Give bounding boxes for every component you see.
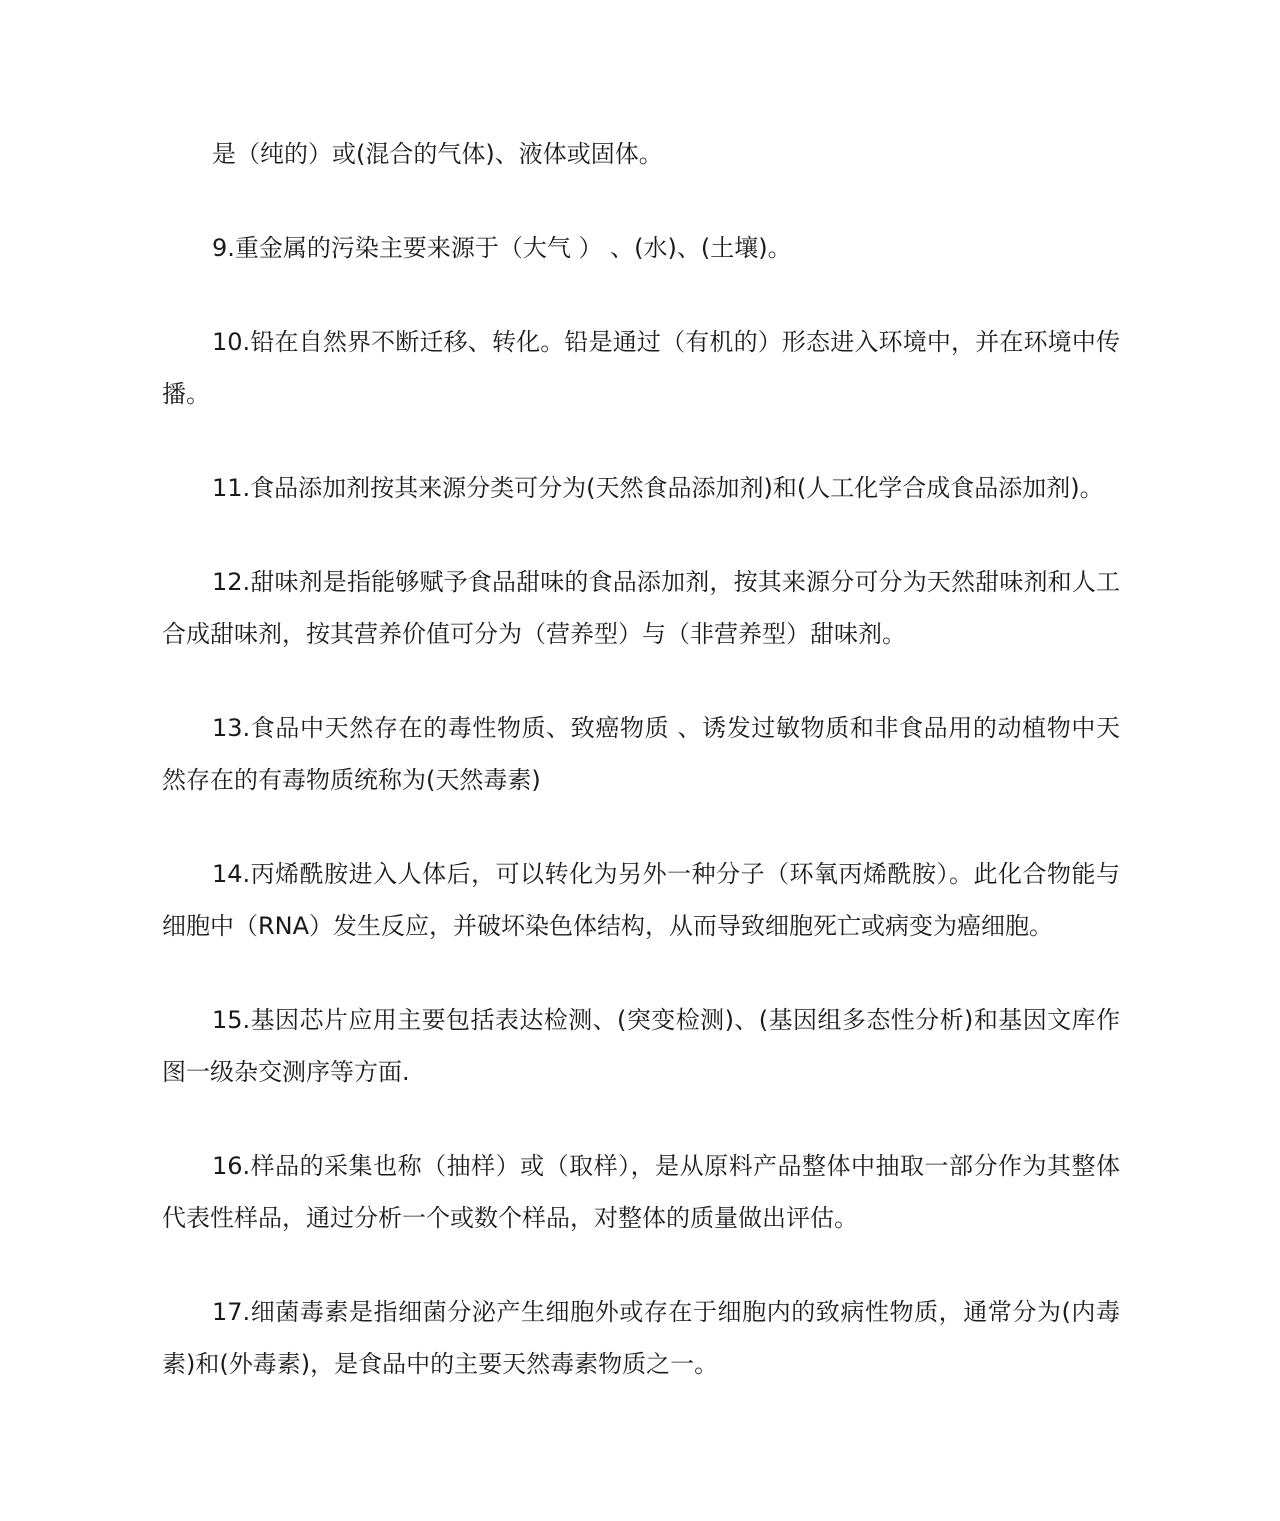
- paragraph-item-10: 10.铅在自然界不断迁移、转化。铅是通过（有机的）形态进入环境中，并在环境中传播。: [162, 328, 1120, 408]
- paragraph-item-11: 11.食品添加剂按其来源分类可分为(天然食品添加剂)和(人工化学合成食品添加剂)。: [212, 474, 1104, 502]
- paragraph-item-12: 12.甜味剂是指能够赋予食品甜味的食品添加剂，按其来源分可分为天然甜味剂和人工合成甜味剂，按其营养价值可分为（营养型）与（非营养型）甜味剂。: [162, 568, 1120, 648]
- paragraph-continuation: 是（纯的）或(混合的气体)、液体或固体。: [212, 140, 663, 168]
- paragraph-item-17: 17.细菌毒素是指细菌分泌产生细胞外或存在于细胞内的致病性物质，通常分为(内毒素)和(外毒素)，是食品中的主要天然毒素物质之一。: [162, 1298, 1120, 1378]
- paragraph-item-14: 14.丙烯酰胺进入人体后，可以转化为另外一种分子（环氧丙烯酰胺）。此化合物能与细胞中（RNA）发生反应，并破坏染色体结构，从而导致细胞死亡或病变为癌细胞。: [162, 860, 1120, 940]
- paragraph-item-13: 13.食品中天然存在的毒性物质、致癌物质 、诱发过敏物质和非食品用的动植物中天然存在的有毒物质统称为(天然毒素): [162, 714, 1120, 794]
- paragraph-item-9: 9.重金属的污染主要来源于（大气 ） 、(水)、(土壤)。: [212, 234, 792, 262]
- paragraph-item-15: 15.基因芯片应用主要包括表达检测、(突变检测)、(基因组多态性分析)和基因文库作图一级杂交测序等方面.: [162, 1006, 1120, 1086]
- document-body: [162, 128, 1120, 1390]
- paragraph-item-16: 16.样品的采集也称（抽样）或（取样），是从原料产品整体中抽取一部分作为其整体代表性样品，通过分析一个或数个样品，对整体的质量做出评估。: [162, 1152, 1120, 1232]
